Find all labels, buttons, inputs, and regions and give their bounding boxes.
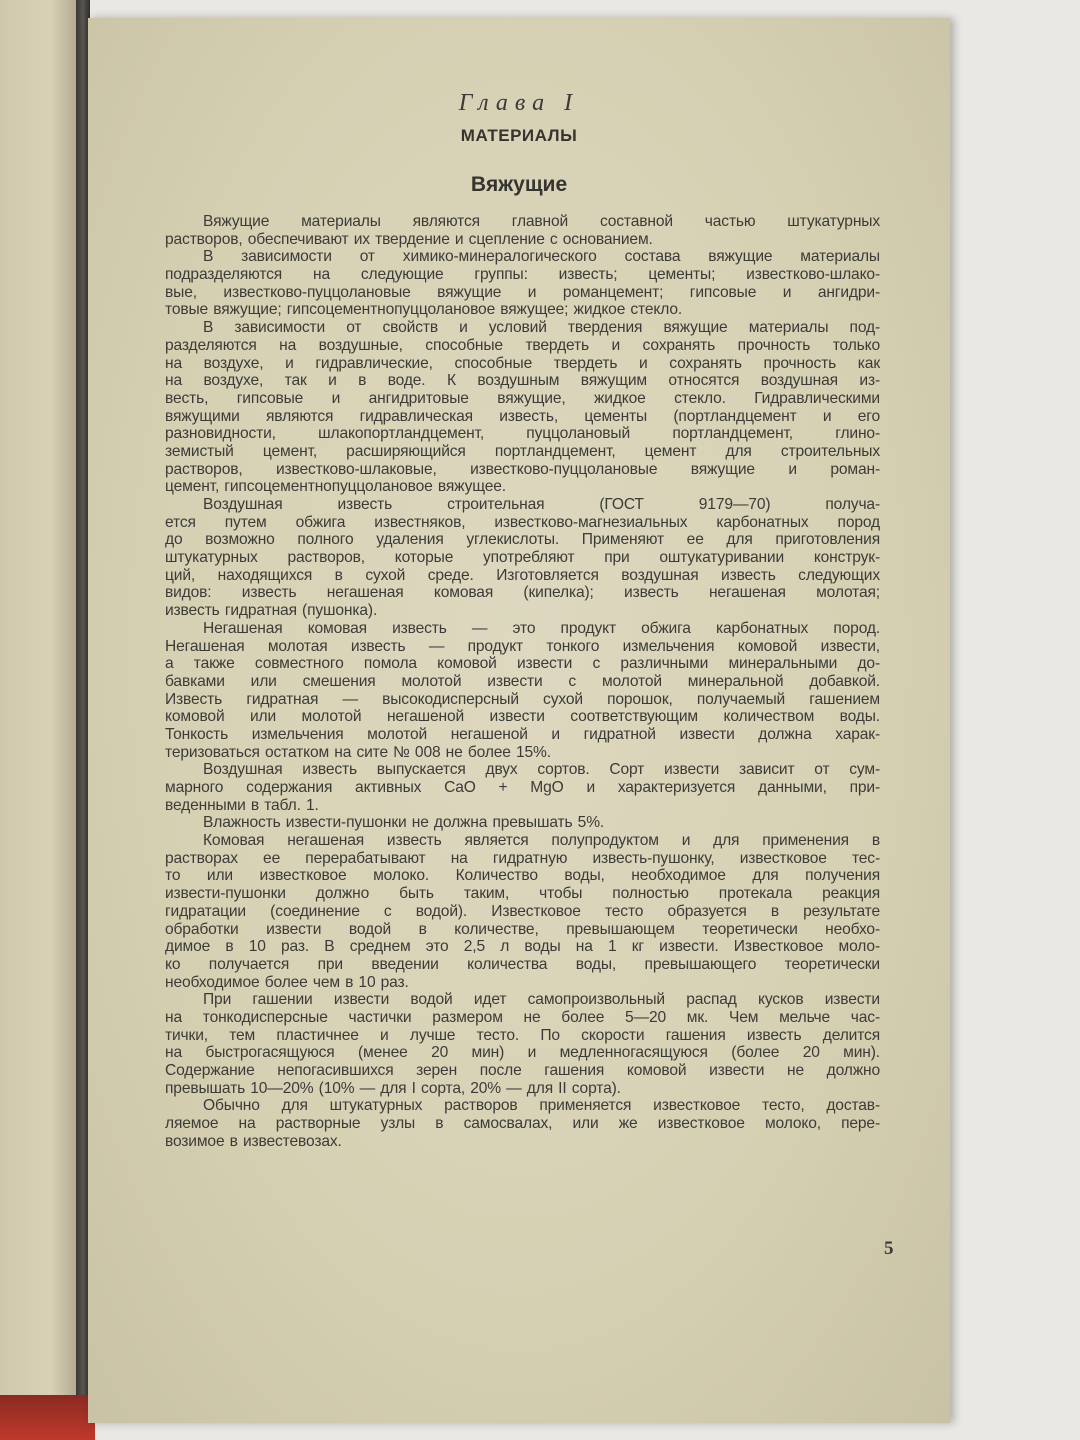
text-line: подразделяются на следующие группы: известь; цементы; известково-шлако- — [165, 266, 880, 284]
text-line: растворах ее перерабатывают на гидратную известь-пушонку, известковое тес- — [165, 849, 880, 867]
text-line: цемент, гипсоцементнопуццолановое вяжущее. — [165, 478, 506, 496]
text-line: штукатурных растворов, которые употребляют при оштукатуривании конструк- — [165, 549, 880, 567]
text-line: Воздушная известь выпускается двух сортов. Сорт извести зависит от сум- — [203, 761, 880, 779]
text-line: марного содержания активных CaO + MgO и характеризуется данными, при- — [165, 779, 880, 796]
paragraph — [165, 213, 880, 248]
text-line: обработки извести водой в количестве, превышающем теоретически необхо- — [165, 920, 880, 938]
text-line: ко получается при введении количества воды, превышающего теоретически — [165, 955, 880, 973]
section-title: МАТЕРИАЛЫ — [460, 126, 578, 145]
paragraph — [165, 991, 880, 1097]
paragraph — [165, 496, 880, 620]
text-line: растворов, известково-шлаковые, известково-пуццолановые вяжущие и роман- — [165, 460, 880, 478]
text-line: Негашеная комовая известь — это продукт обжига карбонатных пород. — [203, 619, 880, 637]
paragraph — [165, 832, 880, 991]
text-line: разделяются на воздушные, способные твердеть и сохранять прочность только — [165, 336, 880, 354]
paragraph — [165, 761, 880, 814]
text-line: необходимое более чем в 10 раз. — [165, 973, 409, 991]
paragraph — [165, 814, 880, 832]
text-line: видов: известь негашеная комовая (кипелка); известь негашеная молотая; — [165, 584, 880, 602]
text-line: Содержание непогасившихся зерен после гашения комовой извести не должно — [165, 1062, 880, 1079]
text-line: димое в 10 раз. В среднем это 2,5 л воды на 1 кг извести. Известковое моло- — [165, 938, 880, 956]
text-line: ций, находящихся в сухой среде. Изготовляется воздушная известь следующих — [165, 566, 880, 584]
chapter-heading: Глава I — [458, 90, 580, 116]
paragraph — [165, 1097, 880, 1150]
text-line: веденными в табл. 1. — [165, 796, 319, 814]
text-line: извести-пушонки должно быть таким, чтобы полностью протекала реакция — [165, 885, 880, 903]
text-line: на тонкодисперсные частички размером не более 5—20 мк. Чем мельче час- — [165, 1008, 880, 1026]
text-line: Негашеная молотая известь — продукт тонкого измельчения комовой извести, — [165, 637, 880, 655]
page-number: 5 — [884, 1238, 894, 1259]
text-line: Вяжущие материалы являются главной составной частью штукатурных — [203, 213, 880, 230]
text-line: возимое в известевозах. — [165, 1132, 342, 1150]
subsection-title: Вяжущие — [470, 173, 568, 196]
text-line: земистый цемент, расширяющийся портландцемент, цемент для строительных — [165, 442, 880, 460]
text-line: Обычно для штукатурных растворов применяется известковое тесто, достав- — [203, 1097, 880, 1115]
text-line: на воздухе, так и в воде. К воздушным вяжущим относятся воздушная из- — [165, 372, 880, 390]
text-line: При гашении извести водой идет самопроизвольный распад кусков извести — [203, 991, 880, 1009]
paragraph — [165, 319, 880, 496]
text-line: Воздушная известь строительная (ГОСТ 9179—70) получа- — [203, 496, 880, 513]
text-line: В зависимости от химико-минералогического состава вяжущие материалы — [203, 248, 880, 266]
text-line: а также совместного помола комовой извести с различными минеральными до- — [165, 655, 880, 673]
text-line: Известь гидратная — высокодисперсный сухой порошок, получаемый гашением — [165, 690, 880, 708]
paragraph — [165, 620, 880, 762]
text-line: товые вяжущие; гипсоцементнопуццолановое вяжущее; жидкое стекло. — [165, 301, 683, 319]
book-page — [88, 18, 950, 1423]
facing-page-edge — [0, 0, 84, 1440]
text-line: Тонкость измельчения молотой негашеной и гидратной извести должна харак- — [165, 725, 880, 743]
text-line: ется путем обжига известняков, известково-магнезиальных карбонатных пород — [165, 513, 880, 531]
text-line: ляемое на растворные узлы в самосвалах, или же известковое молоко, пере- — [165, 1115, 880, 1133]
text-line: тички, тем пластичнее и лучше тесто. По скорости гашения известь делится — [165, 1026, 880, 1044]
text-line: превышать 10—20% (10% — для I сорта, 20% — для II сорта). — [165, 1079, 621, 1097]
text-line: комовой или молотой негашеной извести соответствующим количеством воды. — [165, 708, 880, 726]
text-line: на воздухе, и гидравлические, способные твердеть и сохранять прочность как — [165, 354, 880, 372]
text-line: растворов, обеспечивают их твердение и сцепление с основанием. — [165, 230, 653, 248]
book-cover-edge — [0, 1395, 95, 1440]
text-line: на быстрогасящуюся (менее 20 мин) и медленногасящуюся (более 20 мин). — [165, 1044, 880, 1062]
text-line: весть, гипсовые и ангидритовые вяжущие, жидкое стекло. Гидравлическими — [165, 389, 880, 407]
text-line: разновидности, шлакопортландцемент, пуццолановый портландцемент, глино- — [165, 425, 880, 443]
text-line: вяжущими являются гидравлическая известь, цементы (портландцемент и его — [165, 407, 880, 425]
text-line: то или известковое молоко. Количество воды, необходимое для получения — [165, 867, 880, 885]
text-line: Комовая негашеная известь является полупродуктом и для применения в — [203, 832, 880, 850]
text-line: бавками или смешения молотой извести с молотой минеральной добавкой. — [165, 672, 880, 690]
text-line: известь гидратная (пушонка). — [165, 602, 378, 620]
paragraph — [165, 248, 880, 319]
text-line: В зависимости от свойств и условий твердения вяжущие материалы под- — [203, 319, 880, 337]
text-line: вые, известково-пуццолановые вяжущие и романцемент; гипсовые и ангидри- — [165, 283, 880, 301]
text-line: гидратации (соединение с водой). Известковое тесто образуется в результате — [165, 902, 880, 920]
text-line: теризоваться остатком на сите № 008 не более 15%. — [165, 743, 551, 761]
text-line: Влажность извести-пушонки не должна превышать 5%. — [203, 814, 605, 832]
body-text — [165, 213, 880, 1150]
text-line: до возможно полного удаления углекислоты. Применяют ее для приготовления — [165, 531, 880, 549]
